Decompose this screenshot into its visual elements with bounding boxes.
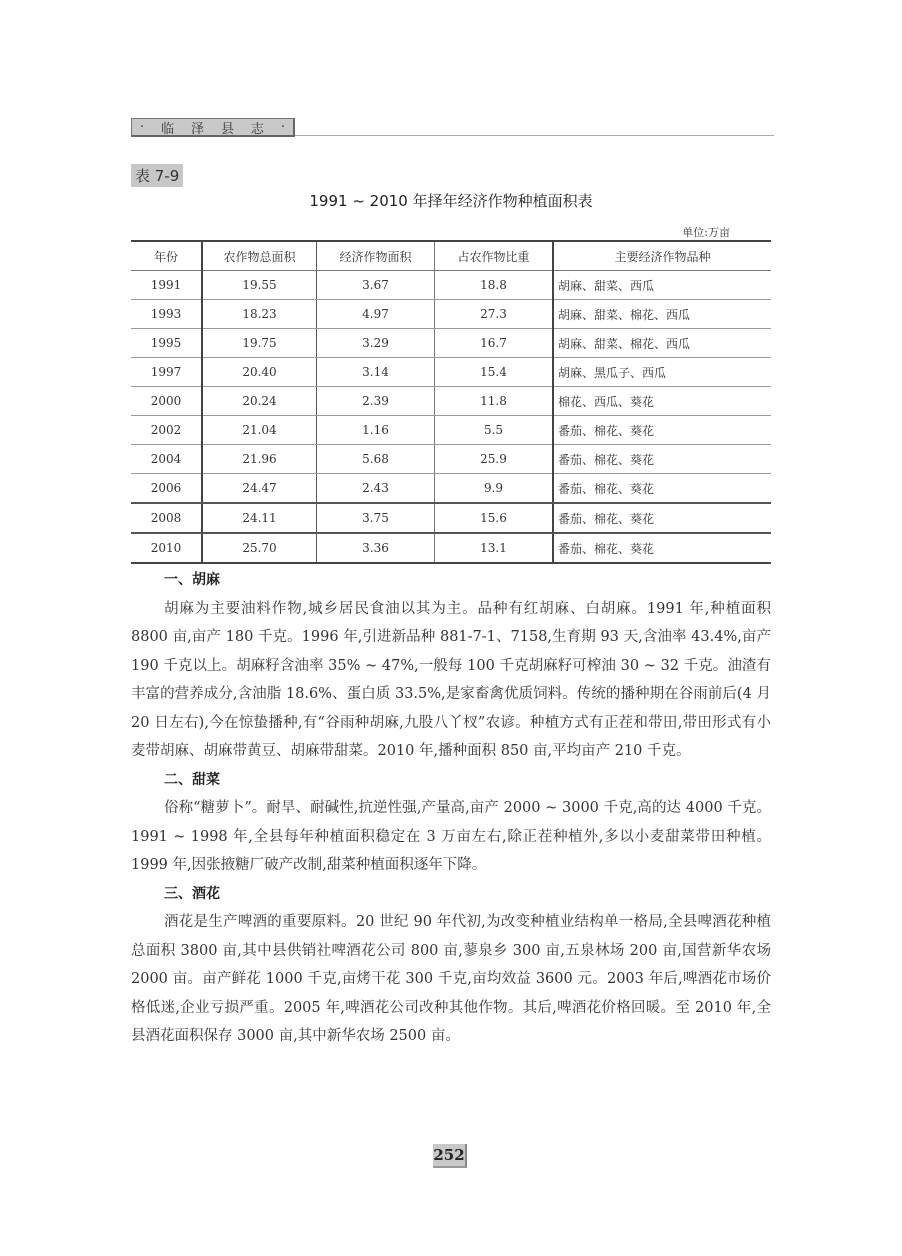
cell-year: 1995 [131, 329, 202, 358]
cell-varieties: 番茄、棉花、葵花 [553, 503, 771, 533]
cell-varieties: 胡麻、甜菜、西瓜 [553, 271, 771, 300]
cell-cash-crop-area: 3.36 [317, 533, 435, 563]
cell-share: 13.1 [435, 533, 554, 563]
cell-cash-crop-area: 5.68 [317, 445, 435, 474]
table-unit-note: 单位:万亩 [682, 226, 730, 239]
cell-cash-crop-area: 4.97 [317, 300, 435, 329]
table-row [131, 358, 771, 387]
cell-cash-crop-area: 3.14 [317, 358, 435, 387]
article-body [131, 566, 771, 1051]
cell-varieties: 棉花、西瓜、葵花 [553, 387, 771, 416]
cell-share: 11.8 [435, 387, 554, 416]
cell-year: 2010 [131, 533, 202, 563]
cell-total-area: 21.96 [202, 445, 317, 474]
table-row [131, 387, 771, 416]
cell-cash-crop-area: 3.29 [317, 329, 435, 358]
cell-year: 1997 [131, 358, 202, 387]
table-body [131, 271, 771, 564]
table-row [131, 503, 771, 533]
cell-total-area: 18.23 [202, 300, 317, 329]
table-row [131, 445, 771, 474]
header-rule-divider [295, 135, 774, 136]
table-number-label: 表 7-9 [131, 164, 183, 187]
cell-year: 2008 [131, 503, 202, 533]
cell-share: 16.7 [435, 329, 554, 358]
cell-year: 2002 [131, 416, 202, 445]
table-title: 1991 ~ 2010 年择年经济作物种植面积表 [309, 192, 593, 210]
section-paragraph-flax: 胡麻为主要油料作物,城乡居民食油以其为主。品种有红胡麻、白胡麻。1991 年,种植面积 8800 亩,亩产 180 千克。1996 年,引进新品种 881-7-1、7158,生育期 93 天,含油率 43.4%,亩产 190 千克以上。胡麻籽含油率 35% ~ 47%,一般每 100 千克胡麻籽可榨油 30 ~ 32 千克。油渣有丰富的营养成分,含油脂 18.6%、蛋白质 33.5%,是家畜禽优质饲料。传统的播种期在谷雨前后(4 月 20 日左右),今在惊蛰播种,有“谷雨种胡麻,九股八丫杈”农谚。种植方式有正茬和带田,带田形式有小麦带胡麻、胡麻带黄豆、胡麻带甜菜。2010 年,播种面积 850 亩,平均亩产 210 千克。 [131, 600, 771, 759]
cell-share: 27.3 [435, 300, 554, 329]
section-heading-flax: 一、胡麻 [164, 572, 220, 588]
cell-year: 1993 [131, 300, 202, 329]
cell-year: 2004 [131, 445, 202, 474]
table-row [131, 271, 771, 300]
section-heading-sugar-beet: 二、甜菜 [164, 771, 220, 788]
cell-total-area: 20.24 [202, 387, 317, 416]
cell-varieties: 番茄、棉花、葵花 [553, 533, 771, 563]
cell-cash-crop-area: 2.43 [317, 474, 435, 504]
cell-total-area: 20.40 [202, 358, 317, 387]
cell-total-area: 24.11 [202, 503, 317, 533]
cell-varieties: 胡麻、黑瓜子、西瓜 [553, 358, 771, 387]
cell-share: 25.9 [435, 445, 554, 474]
header-dot-left: · [140, 119, 145, 135]
table-row [131, 300, 771, 329]
cell-cash-crop-area: 3.67 [317, 271, 435, 300]
column-header-total-area: 农作物总面积 [202, 241, 317, 271]
section-paragraph-sugar-beet: 俗称“糖萝卜”。耐旱、耐碱性,抗逆性强,产量高,亩产 2000 ~ 3000 千克,高的达 4000 千克。1991 ~ 1998 年,全县每年种植面积稳定在 3 万亩左右,除正茬种植外,多以小麦甜菜带田种植。1999 年,因张掖糖厂破产改制,甜菜种植面积逐年下降。 [131, 800, 771, 873]
header-char: 县 [220, 121, 234, 137]
cell-share: 18.8 [435, 271, 554, 300]
cell-varieties: 胡麻、甜菜、棉花、西瓜 [553, 329, 771, 358]
cell-year: 2006 [131, 474, 202, 504]
table-row [131, 533, 771, 563]
column-header-year: 年份 [131, 241, 202, 271]
table-row [131, 416, 771, 445]
cell-varieties: 胡麻、甜菜、棉花、西瓜 [553, 300, 771, 329]
cell-varieties: 番茄、棉花、葵花 [553, 445, 771, 474]
cell-cash-crop-area: 3.75 [317, 503, 435, 533]
cell-cash-crop-area: 2.39 [317, 387, 435, 416]
header-dot-right: · [280, 119, 285, 135]
header-char: 临 [161, 121, 175, 137]
cell-total-area: 19.55 [202, 271, 317, 300]
table-row [131, 329, 771, 358]
cell-total-area: 21.04 [202, 416, 317, 445]
cash-crop-area-table [131, 240, 771, 564]
cell-varieties: 番茄、棉花、葵花 [553, 416, 771, 445]
table-row [131, 474, 771, 504]
cell-share: 15.6 [435, 503, 554, 533]
cell-share: 5.5 [435, 416, 554, 445]
page-number: 252 [433, 1144, 467, 1168]
section-paragraph-hops: 酒花是生产啤酒的重要原料。20 世纪 90 年代初,为改变种植业结构单一格局,全县啤酒花种植总面积 3800 亩,其中县供销社啤酒花公司 800 亩,蓼泉乡 300 亩,五泉林场 200 亩,国营新华农场 2000 亩。亩产鲜花 1000 千克,亩烤干花 300 千克,亩均效益 3600 元。2003 年后,啤酒花市场价格低迷,企业亏损严重。2005 年,啤酒花公司改种其他作物。其后,啤酒花价格回暖。至 2010 年,全县酒花面积保存 3000 亩,其中新华农场 2500 亩。 [131, 914, 771, 1044]
cell-cash-crop-area: 1.16 [317, 416, 435, 445]
cell-total-area: 25.70 [202, 533, 317, 563]
cell-total-area: 19.75 [202, 329, 317, 358]
column-header-share: 占农作物比重 [435, 241, 554, 271]
header-char: 泽 [191, 121, 205, 137]
section-heading-hops: 三、酒花 [164, 885, 220, 902]
cell-year: 1991 [131, 271, 202, 300]
cell-total-area: 24.47 [202, 474, 317, 504]
table-header-row [131, 241, 771, 271]
column-header-varieties: 主要经济作物品种 [553, 241, 771, 271]
running-header-book-title [131, 118, 295, 137]
cell-share: 9.9 [435, 474, 554, 504]
column-header-cash-crop-area: 经济作物面积 [317, 241, 435, 271]
cell-year: 2000 [131, 387, 202, 416]
cell-varieties: 番茄、棉花、葵花 [553, 474, 771, 504]
header-char: 志 [250, 121, 264, 137]
cell-share: 15.4 [435, 358, 554, 387]
